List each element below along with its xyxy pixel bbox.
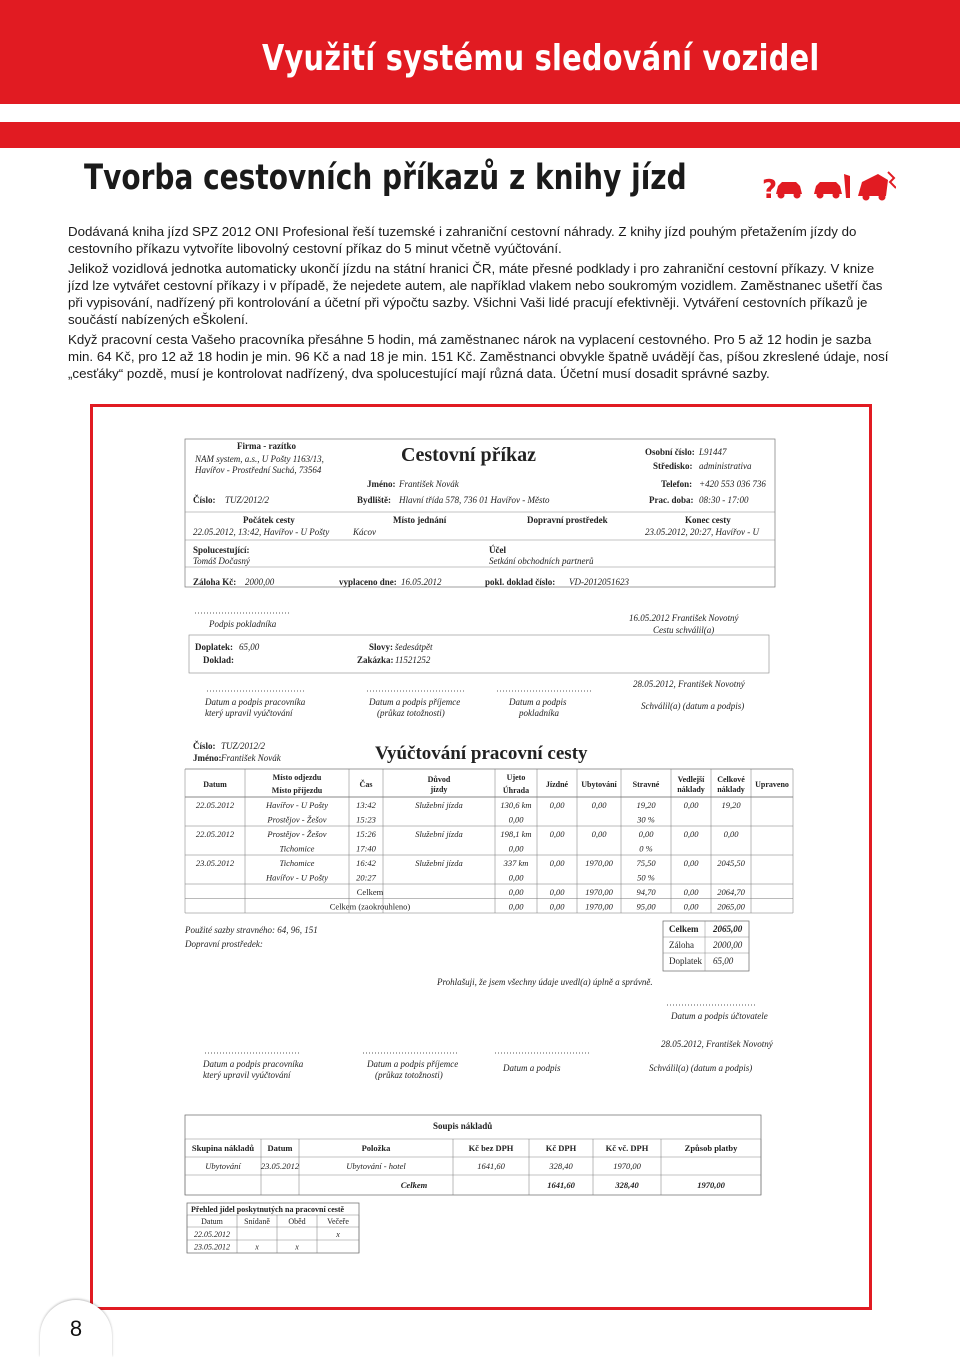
acc-cell: 0,00 bbox=[508, 843, 524, 854]
acc-header: Stravné bbox=[632, 780, 660, 789]
intro-text bbox=[68, 223, 893, 385]
col-transport: Dopravní prostředek bbox=[527, 515, 608, 525]
acc-header: Celkové bbox=[717, 775, 745, 784]
start-value: 22.05.2012, 13:42, Havířov - U Pošty bbox=[193, 527, 330, 537]
col-place: Místo jednání bbox=[393, 515, 447, 525]
acc-total-cell: 0,00 bbox=[549, 887, 565, 897]
costs-cell: 328,40 bbox=[549, 1161, 573, 1171]
costs-header: Kč bez DPH bbox=[468, 1143, 514, 1153]
firm-address: Havířov - Prostřední Suchá, 73564 bbox=[195, 465, 322, 475]
acc-cell: 22.05.2012 bbox=[195, 800, 235, 810]
residence-value: Hlavní třída 578, 736 01 Havířov - Město bbox=[399, 495, 550, 505]
acc-cell: 0 % bbox=[639, 843, 653, 854]
acc-cell: 0,00 bbox=[683, 800, 699, 810]
costs-cell: Ubytování - hotel bbox=[346, 1161, 406, 1171]
number-value: TUZ/2012/2 bbox=[225, 495, 270, 505]
acc-cell: 19,20 bbox=[636, 800, 656, 810]
acc-cell: 15:26 bbox=[356, 829, 376, 839]
accountant-sign: Datum a podpis účtovatele bbox=[671, 1011, 768, 1021]
number-label: Číslo: bbox=[193, 495, 216, 505]
acc-header: Upraveno bbox=[755, 780, 789, 789]
intro-paragraph-1: Dodávaná kniha jízd SPZ 2012 ONI Profesional řeší tuzemské i zahraniční cestovní náhrady. Z knihy jízd pouhým přetažením jízdy do cestovního příkazu vytvoříte libovolný cestovní příkaz do 5 minut včetně vyúčtování. bbox=[68, 224, 857, 256]
companions-value: Tomáš Dočasný bbox=[193, 556, 250, 566]
car-fuel-icon bbox=[814, 174, 850, 199]
svg-text:?: ? bbox=[762, 175, 778, 204]
cashier-sign: Podpis pokladníka bbox=[209, 619, 277, 629]
costs-total-cell: 328,40 bbox=[615, 1180, 639, 1190]
acc-cell: 0,00 bbox=[549, 829, 565, 839]
workhours-value: 08:30 - 17:00 bbox=[699, 495, 749, 505]
costs-total-cell: 1641,60 bbox=[547, 1180, 575, 1190]
meals-header: Oběd bbox=[288, 1217, 306, 1226]
acc-cell: Havířov - U Pošty bbox=[265, 872, 329, 883]
order-value: 11521252 bbox=[395, 655, 431, 665]
costs-total-label: Celkem bbox=[400, 1180, 428, 1190]
costs-header: Datum bbox=[267, 1143, 293, 1153]
approved-2: 28.05.2012, František Novotný bbox=[633, 679, 745, 689]
meals-header: Datum bbox=[201, 1217, 223, 1226]
approved-3: 28.05.2012, František Novotný bbox=[661, 1039, 773, 1049]
meals-header: Večeře bbox=[327, 1217, 349, 1226]
acc-header: Místo odjezdu bbox=[272, 773, 322, 782]
phone-label: Telefon: bbox=[661, 479, 693, 489]
meals-title: Přehled jídel poskytnutých na pracovní cestě bbox=[191, 1205, 345, 1214]
acc-header: Vedlejší bbox=[677, 775, 705, 784]
doc-title: Cestovní příkaz bbox=[401, 444, 536, 466]
acc-title: Vyúčtování pracovní cesty bbox=[375, 743, 588, 764]
acc-cell: Služební jízda bbox=[415, 858, 463, 868]
acc-cell: Prostějov - Žešov bbox=[267, 814, 327, 825]
acc-total-round-cell: 0,00 bbox=[549, 901, 565, 912]
acc-header: Úhrada bbox=[502, 786, 530, 795]
acc-number-label: Číslo: bbox=[193, 741, 216, 751]
sum-surcharge-label: Doplatek bbox=[669, 956, 702, 966]
acc-header: Ubytování bbox=[581, 780, 617, 789]
sum-advance-value: 2000,00 bbox=[713, 940, 743, 950]
sum-total-label: Celkem bbox=[669, 924, 699, 934]
acc-total-round-cell: 0,00 bbox=[508, 901, 524, 912]
costs-header: Kč DPH bbox=[545, 1143, 577, 1153]
sign-1-2: Datum a podpis pracovníka bbox=[203, 1059, 304, 1069]
acc-total-round-cell: 1970,00 bbox=[585, 901, 613, 912]
intro-paragraph-2: Jelikož vozidlová jednotka automaticky ukončí jízdu na státní hranici ČR, máte přesné podklady i pro zahraniční cestovní příkazy. V knize jízd lze vytvářet cestovní příkazy i v případě, že nejedete autem, ale například vlakem nebo soukromým vozidlem. Zaměstnanec ušetří čas při vypisování, nadřízený při kontrolování a účetní při výpočtu sazby. Všichni Vaši lidé pracují efektivněji. Vytváření cestovních příkazů je součástí nabízených eŠkolení. bbox=[68, 261, 883, 327]
document-scan-frame bbox=[90, 404, 872, 1310]
acc-cell: 1970,00 bbox=[585, 858, 613, 868]
workhours-label: Prac. doba: bbox=[649, 495, 694, 505]
advance-value: 2000,00 bbox=[245, 577, 275, 587]
name-label: Jméno: bbox=[367, 479, 396, 489]
acc-cell: 337 km bbox=[503, 858, 529, 868]
sum-advance-label: Záloha bbox=[669, 940, 694, 950]
costs-table bbox=[185, 1139, 761, 1195]
acc-cell: Služební jízda bbox=[415, 800, 463, 810]
acc-cell: Prostějov - Žešov bbox=[267, 829, 327, 839]
acc-cell: 75,50 bbox=[636, 858, 656, 868]
col-end: Konec cesty bbox=[685, 515, 731, 525]
acc-total-cell: 0,00 bbox=[683, 887, 699, 897]
meals-cell: x bbox=[295, 1242, 299, 1252]
sign-4: Schválil(a) (datum a podpis) bbox=[641, 701, 745, 711]
companions-label: Spolucestující: bbox=[193, 545, 250, 555]
acc-cell: 0,00 bbox=[683, 858, 699, 868]
acc-header: Místo příjezdu bbox=[271, 786, 323, 795]
acc-cell: 0,00 bbox=[683, 829, 699, 839]
acc-total-cell: 0,00 bbox=[508, 887, 524, 897]
page-number: 8 bbox=[69, 1316, 83, 1341]
sign-3b: pokladníka bbox=[519, 708, 559, 718]
acc-cell: 13:42 bbox=[356, 800, 376, 810]
section-title: Tvorba cestovních příkazů z knihy jízd bbox=[84, 158, 687, 198]
surcharge-label: Doplatek: bbox=[195, 642, 233, 652]
acc-cell: 0,00 bbox=[638, 829, 654, 839]
acc-cell: Tichomice bbox=[279, 858, 315, 868]
acc-header: náklady bbox=[677, 785, 705, 794]
phone-value: +420 553 036 736 bbox=[699, 479, 766, 489]
receipt-label: Doklad: bbox=[203, 655, 235, 665]
acc-cell: 17:40 bbox=[356, 843, 376, 854]
purpose-value: Setkání obchodních partnerů bbox=[489, 556, 594, 566]
sign-4-2: Schválil(a) (datum a podpis) bbox=[649, 1063, 753, 1073]
acc-header: náklady bbox=[717, 785, 745, 794]
acc-cell: 16:42 bbox=[356, 858, 376, 868]
sign-1b: který upravil vyúčtování bbox=[205, 708, 293, 718]
acc-header: Čas bbox=[359, 780, 373, 789]
acc-total-cell: 2064,70 bbox=[717, 887, 745, 897]
meals-header: Snídaně bbox=[244, 1217, 270, 1226]
acc-name-label: Jméno: bbox=[193, 753, 222, 763]
acc-cell: 20:27 bbox=[356, 872, 376, 883]
sign-2: Datum a podpis příjemce bbox=[369, 697, 461, 707]
car-crash-icon bbox=[858, 172, 896, 201]
red-stripe bbox=[0, 122, 960, 148]
acc-total-round-cell: 0,00 bbox=[683, 901, 699, 912]
sign-1: Datum a podpis pracovníka bbox=[205, 697, 306, 707]
sign-1b-2: který upravil vyúčtování bbox=[203, 1070, 291, 1080]
col-start: Počátek cesty bbox=[243, 515, 295, 525]
meals-cell: 22.05.2012 bbox=[194, 1230, 230, 1239]
acc-header: Důvod bbox=[427, 775, 451, 784]
acc-cell: 2045,50 bbox=[717, 858, 745, 868]
acc-cell: Tichomice bbox=[279, 843, 315, 854]
accounting-table bbox=[185, 769, 793, 913]
surcharge-value: 65,00 bbox=[239, 642, 260, 652]
acc-header: Datum bbox=[203, 780, 227, 789]
personal-number-label: Osobní číslo: bbox=[645, 447, 695, 457]
acc-cell: 15:23 bbox=[356, 814, 376, 825]
acc-header: Ujeto bbox=[506, 773, 526, 782]
costs-cell: 1970,00 bbox=[613, 1161, 641, 1171]
firm-label: Firma - razítko bbox=[237, 441, 296, 451]
acc-total-label: Celkem bbox=[356, 887, 384, 897]
acc-cell: 23.05.2012 bbox=[195, 858, 235, 868]
acc-cell: Havířov - U Pošty bbox=[265, 800, 329, 810]
car-question-icon bbox=[762, 175, 802, 204]
acc-cell: 0,00 bbox=[591, 829, 607, 839]
sign-3: Datum a podpis bbox=[509, 697, 567, 707]
sign-2b-2: (průkaz totožnosti) bbox=[375, 1070, 443, 1080]
paid-value: 16.05.2012 bbox=[401, 577, 442, 587]
acc-cell: 19,20 bbox=[721, 800, 741, 810]
costs-header: Kč vč. DPH bbox=[605, 1143, 649, 1153]
acc-cell: 0,00 bbox=[723, 829, 739, 839]
acc-number-value: TUZ/2012/2 bbox=[221, 741, 266, 751]
name-value: František Novák bbox=[399, 479, 459, 489]
meals-cell: 23.05.2012 bbox=[194, 1242, 230, 1252]
intro-paragraph-3: Když pracovní cesta Vašeho pracovníka přesáhne 5 hodin, má zaměstnanec nárok na vyplacení cestovného. Pro 5 až 12 hodin je sazba min. 64 Kč, pro 12 až 18 hodin je min. 96 Kč a nad 18 je min. 151 Kč. Zaměstnanci obvykle špatně uvádějí čas, píšou zkreslené údaje, nosí „cesťáky“ pozdě, musí je kontrolovat nadřízený, dva spolucestující mají různá data. Účetní musí dosadit správné sazby. bbox=[68, 332, 889, 381]
place-value: Kácov bbox=[353, 527, 376, 537]
cash-value: VD-2012051623 bbox=[569, 577, 629, 587]
center-label: Středisko: bbox=[653, 461, 693, 471]
acc-total-cell: 94,70 bbox=[636, 887, 656, 897]
meals-cell: x bbox=[255, 1242, 259, 1252]
acc-cell: 0,00 bbox=[549, 800, 565, 810]
acc-total-round-cell: 95,00 bbox=[636, 901, 656, 912]
sign-3-2: Datum a podpis bbox=[503, 1063, 561, 1073]
order-label: Zakázka: bbox=[357, 655, 394, 665]
words-label: Slovy: bbox=[369, 642, 394, 652]
costs-cell: Ubytování bbox=[205, 1161, 241, 1171]
transport-label: Dopravní prostředek: bbox=[185, 939, 263, 949]
acc-cell: 30 % bbox=[637, 814, 655, 825]
costs-total-cell: 1970,00 bbox=[697, 1180, 725, 1190]
acc-cell: 50 % bbox=[637, 872, 655, 883]
costs-title: Soupis nákladů bbox=[433, 1121, 493, 1131]
acc-cell: 0,00 bbox=[508, 814, 524, 825]
acc-header: jízdy bbox=[430, 785, 448, 794]
sum-surcharge-value: 65,00 bbox=[713, 956, 734, 966]
center-value: administrativa bbox=[699, 461, 752, 471]
meals-table bbox=[187, 1215, 359, 1253]
advance-label: Záloha Kč: bbox=[193, 577, 237, 587]
meals-cell: x bbox=[336, 1230, 340, 1239]
acc-cell: 0,00 bbox=[549, 858, 565, 868]
end-value: 23.05.2012, 20:27, Havířov - U bbox=[645, 527, 759, 537]
approved-date: 16.05.2012 František Novotný bbox=[629, 613, 739, 623]
sum-total-value: 2065,00 bbox=[713, 924, 743, 934]
paid-label: vyplaceno dne: bbox=[339, 577, 397, 587]
rates-label: Použité sazby stravného: 64, 96, 151 bbox=[185, 925, 318, 935]
sign-2b: (průkaz totožnosti) bbox=[377, 708, 445, 718]
acc-cell: 130,6 km bbox=[500, 800, 532, 810]
acc-cell: Služební jízda bbox=[415, 829, 463, 839]
acc-total-round-cell: 2065,00 bbox=[717, 901, 745, 912]
acc-total-round-label: Celkem (zaokrouhleno) bbox=[329, 901, 411, 912]
costs-header: Skupina nákladů bbox=[191, 1143, 255, 1153]
costs-header: Položka bbox=[361, 1143, 391, 1153]
personal-number-value: L91447 bbox=[699, 447, 727, 457]
declaration: Prohlašuji, že jsem všechny údaje uvedl(a) úplně a správně. bbox=[437, 977, 653, 987]
approved-label: Cestu schválil(a) bbox=[653, 625, 715, 635]
page-title: Využití systému sledování vozidel bbox=[262, 38, 820, 79]
cash-label: pokl. doklad číslo: bbox=[485, 577, 556, 587]
acc-total-cell: 1970,00 bbox=[585, 887, 613, 897]
acc-name-value: František Novák bbox=[221, 753, 281, 763]
document-scan bbox=[93, 407, 869, 1307]
residence-label: Bydliště: bbox=[357, 495, 392, 505]
acc-cell: 22.05.2012 bbox=[195, 829, 235, 839]
sign-2-2: Datum a podpis příjemce bbox=[367, 1059, 459, 1069]
costs-cell: 23.05.2012 bbox=[260, 1161, 300, 1171]
costs-cell: 1641,60 bbox=[477, 1161, 505, 1171]
acc-cell: 198,1 km bbox=[500, 829, 532, 839]
firm-name: NAM system, a.s., U Pošty 1163/13, bbox=[195, 454, 324, 464]
costs-header: Způsob platby bbox=[684, 1143, 738, 1153]
acc-cell: 0,00 bbox=[508, 872, 524, 883]
purpose-label: Účel bbox=[489, 545, 506, 555]
words-value: šedesátpět bbox=[395, 642, 433, 652]
section-icons bbox=[762, 168, 896, 204]
acc-cell: 0,00 bbox=[591, 800, 607, 810]
acc-header: Jízdné bbox=[545, 780, 569, 789]
